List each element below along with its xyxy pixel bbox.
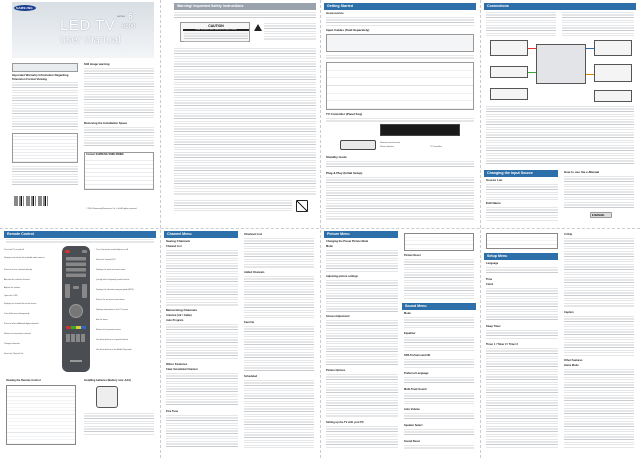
favorite-heading: Favorite [244,321,255,324]
caution-label: CAUTION [208,24,224,28]
remote-label-right-5: Selects the on-screen menu items. [96,299,126,301]
remote-label-right-4: Displays the electronic program guide (EPG). [96,289,134,291]
remote-illustration [62,246,90,372]
connection-cable [528,48,536,49]
connection-cable [586,48,594,49]
ethernet-illustration [594,90,632,102]
setup-text-g [564,369,634,449]
removing-text [84,127,154,147]
picture-text-c [326,320,398,366]
plug-play-heading: Plug & Play (Initial Setup) [326,171,363,175]
series-label: series [117,14,126,18]
multi-track-heading: Multi-Track Sound [404,388,427,391]
install-batteries-heading: Installing batteries (Battery size: AAA) [84,379,132,382]
preferred-lang-heading: Preferred Language [404,372,429,375]
remote-label-left-1: Displays and selects the available video sources. [4,257,46,259]
setup-text-d [486,348,558,448]
sleep-timer-heading: Sleep Timer [486,325,501,328]
cover-panel [0,0,160,228]
setup-text-b [486,288,558,322]
picture-text-d [326,374,398,418]
channel-list-heading: Channel List [166,245,182,248]
edit-name-heading: Edit Name [486,201,501,205]
remote-label-left-2: Press to access channels directly. [4,269,33,271]
seeing-channels-heading: Seeing Channels [166,239,191,243]
connections-title: Connections [484,3,636,10]
remote-label-left-8: Press to select additional digital channels. [4,323,40,325]
setup-text-a [486,267,558,275]
added-ch-heading: Added Channels [244,271,265,274]
connections-notes [486,106,634,166]
edit-name-text [486,207,558,221]
sound-text-h [404,445,474,450]
adjusting-heading: Adjusting picture settings [326,275,358,278]
srs-heading: SRS TruSurround HD [404,354,431,357]
sound-text-c [404,359,474,369]
picture-text-e [326,426,398,448]
e-manual-button-label: E-MANUAL [592,214,605,217]
sound-title: Sound Menu [402,303,476,310]
warranty-text [12,82,78,130]
source-list-heading: Source List [486,178,503,182]
warranty-table [12,133,78,163]
warranty-notice-box [12,63,78,72]
sound-text-d [404,377,474,385]
caution-side-text [264,23,316,41]
controller-label-sensor: Remote control sensor [380,142,401,144]
warranty-text-2 [12,166,78,186]
remote-label-left-7: Cuts off the sound temporarily. [4,313,30,315]
remote-label-right-7: Exit the menu. [96,319,109,321]
remote-label-left-9: Returns to the previous channel. [4,333,32,335]
barcode [14,196,50,206]
safety-list [174,48,316,196]
safety-intro [174,12,316,19]
remote-title: Remote Control [4,231,156,238]
remote-label-left-4: Adjusts the volume. [4,287,21,289]
channel-text-h [244,380,314,448]
setup-text-e [564,238,634,308]
model-number: 6000 [122,24,136,30]
remote-label-right-9: Use these buttons in a specific feature. [96,339,129,341]
av-device-illustration [490,40,528,56]
scheduled-heading: Scheduled [244,375,258,378]
dpad-icon [69,304,83,318]
disposal-text [174,200,292,212]
setup-panel [480,229,640,458]
viewing-remote-heading: Viewing the Remote Control [6,379,41,382]
channel-list-tab-heading: Channel List [244,232,263,236]
removing-heading: Removing the Installation Space [84,121,128,125]
plug-play-text [326,177,474,221]
v-chip-heading: V-Chip [564,233,573,236]
memorizing-heading: Memorizing Channels [166,308,198,312]
cables-note [326,55,474,60]
picture-text-f [404,259,474,299]
channel-rocker-icon [82,284,87,298]
remote-label-left-11: Views the Channel List. [4,353,24,355]
connections-text-b [562,12,634,36]
antenna-heading: Antenna (Air / Cable) [166,314,192,317]
audio-device-illustration [594,40,632,56]
picture-mode-table [404,233,474,251]
connection-cable [528,72,536,73]
sound-text-b [404,337,474,351]
standby-text [326,161,474,169]
caution-box [180,22,250,42]
tv-controller-text [326,118,474,122]
source-button-icon [82,250,87,253]
fine-tune-heading: Fine Tune [166,410,179,413]
pc-setup-heading: Setting up the TV with your PC [326,421,364,424]
setup-text-f [564,316,634,356]
safety-panel [160,0,320,228]
other-features-heading: Other Features [166,362,188,366]
setup-text-c [486,330,558,340]
tv-controller-heading: TV Controller (Panel Key) [326,112,363,116]
remote-label-left-5: Opens the OSD. [4,295,18,297]
mute-button-icon [73,286,79,289]
picture-title: Picture Menu [324,231,398,238]
power-button-icon [65,250,70,253]
screen-adjust-heading: Screen Adjustment [326,315,350,318]
cables-grid [326,34,474,52]
remote-label-right-1: Views the Internet@TV. [96,259,116,261]
getting-started-title: Getting Started [324,3,476,10]
controller-label-tv: TV Controller [430,146,442,148]
remote-label-right-6: Displays information on the TV screen. [96,309,129,311]
still-image-text [84,68,154,120]
e-manual-text [564,176,634,210]
manual-subtitle: user manual [60,34,121,46]
channel-text-d [166,415,238,449]
input-source-title: Changing the Input Source [484,170,558,177]
auto-volume-heading: Auto Volume [404,408,420,411]
connection-cable [586,74,594,75]
connections-text-a [486,12,556,36]
channel-text-a [166,250,238,306]
remote-brand-mark [70,360,82,362]
accessories-heading: Accessories [326,11,344,15]
sound-reset-heading: Sound Reset [404,440,420,443]
language-heading: Language [486,262,499,265]
timer-heading: Timer 1 / Timer 2 / Timer 3 [486,343,518,346]
sound-text-e [404,393,474,405]
picture-mode-heading: Mode [326,245,333,248]
remote-intro [6,239,154,243]
clock-heading: Clock [486,283,494,286]
equalizer-heading: Equalizer [404,332,416,335]
remote-label-right-3: Quickly select frequently used functions. [96,279,130,281]
remote-panel [0,229,160,458]
clear-scrambled-heading: Clear Scrambled Channel [166,368,198,371]
number-keypad [66,257,86,279]
battery-notes [84,413,154,435]
channel-text-e [244,238,314,268]
warranty-heading: Important Warranty Information Regarding Television Format Viewing [12,73,69,81]
remote-label-right-2: Displays the main on-screen menu. [96,269,126,271]
controller-label-power: Power Indicator [380,146,394,148]
tv-front-illustration [380,124,460,136]
channel-panel [160,229,320,458]
speaker-select-heading: Speaker Select [404,424,423,427]
picture-text-a [326,250,398,272]
pc-illustration [594,64,632,82]
sound-mode-heading: Mode [404,312,411,315]
battery-illustration [96,386,118,408]
dvd-illustration [490,88,528,100]
remote-label-right-8: Returns to the previous menu. [96,329,122,331]
remote-code-table [6,385,76,445]
tv-rear-panel-illustration [536,44,586,84]
caution-sub: RISK OF ELECTRIC SHOCK DO NOT OPEN [183,29,249,31]
no-bin-icon [296,200,308,212]
remote-label-right-0: Turns the remote control light on or off. [96,249,129,251]
picture-panel [320,229,480,458]
sound-text-f [404,413,474,421]
series-number: 6 [128,11,134,21]
channel-text-g [244,326,314,372]
playback-buttons [66,334,86,342]
volume-rocker-icon [65,284,70,298]
picture-text-b [326,280,398,312]
color-buttons [66,326,86,329]
game-mode-heading: Game Mode [564,364,579,367]
still-image-heading: Still image warning [84,62,110,66]
standby-heading: Standby mode [326,155,347,159]
channel-text-f [244,276,314,318]
sound-text-g [404,429,474,437]
product-title: LED TV [60,17,116,34]
remote-label-left-0: Turns the TV on and off. [4,249,25,251]
warning-triangle-icon [254,24,262,31]
setup-title: Setup Menu [484,253,558,260]
caption-heading: Caption [564,311,574,314]
accessories-list [326,17,474,26]
contact-heading: Contact SAMSUNG WORLDWIDE [86,153,152,157]
setup-other-features-heading: Other Features [564,359,583,362]
caution-text [184,33,248,42]
contact-table [84,152,154,190]
remote-label-left-3: Alternate the selected channel. [4,279,30,281]
safety-title-bar: Warning! Important Safety Instructions [174,3,316,10]
preset-heading: Changing the Preset Picture Mode [326,240,369,243]
tv-controller-illustration [340,140,376,150]
channel-title: Channel Menu [164,231,238,238]
remote-label-left-10: Changes channels. [4,343,21,345]
remote-label-left-6: Displays the channel list on the screen. [4,303,37,305]
sound-text-a [404,317,474,329]
samsung-logo-text: SAMSUNG [16,6,33,10]
sound-setup-table [486,233,558,249]
connections-panel [480,0,640,228]
source-list-text [486,184,558,200]
channel-text-c [166,373,238,407]
e-manual-button [590,212,612,218]
stand-table [326,62,474,110]
vcr-illustration [490,66,528,78]
auto-program-heading: Auto Program [166,319,184,322]
picture-reset-heading: Picture Reset [404,254,421,257]
e-manual-heading: How to use the e-Manual [564,170,600,174]
channel-text-b [166,324,238,360]
time-heading: Time [486,278,493,281]
getting-started-panel [320,0,480,228]
copyright: © 2010 Samsung Electronics Co., Ltd. All rights reserved. [86,208,137,210]
picture-options-heading: Picture Options [326,369,346,372]
remote-label-right-10: Use these buttons in the Media Play mode. [96,349,133,351]
input-cables-heading: Input Cables (Sold Separately) [326,28,370,32]
